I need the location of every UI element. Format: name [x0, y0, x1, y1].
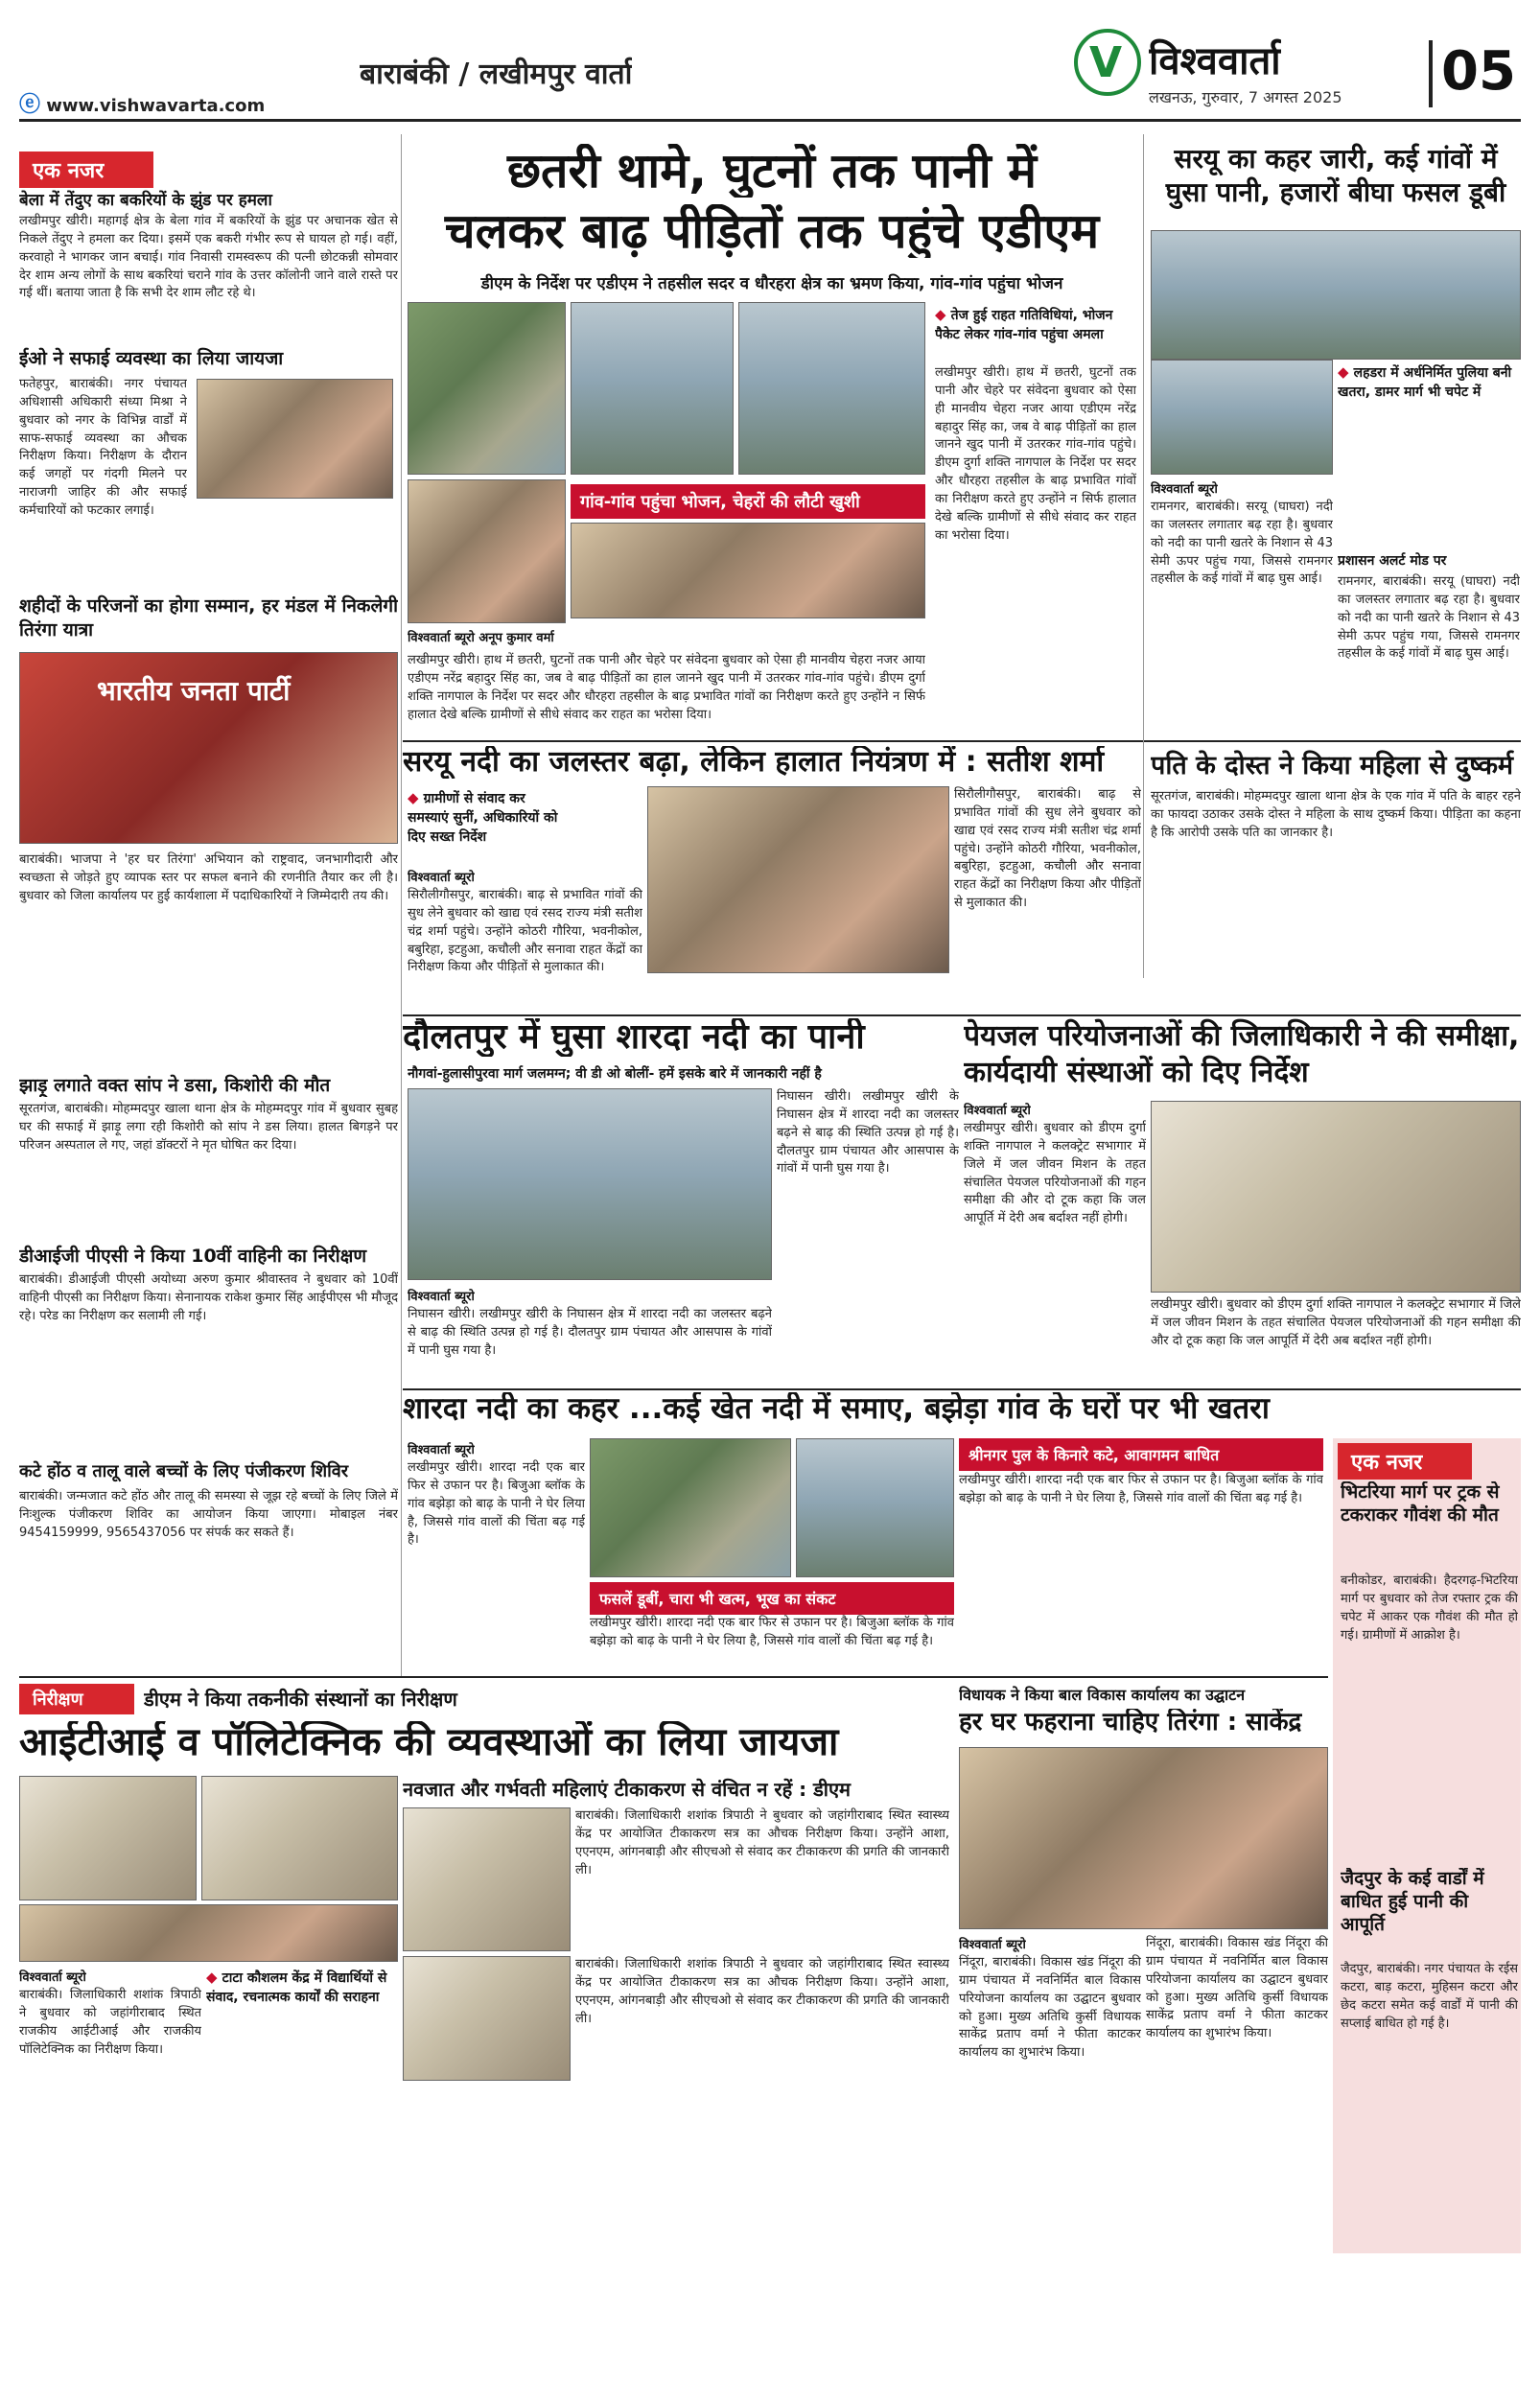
flood-headline: सरयू का कहर जारी, कई गांवों में घुसा पानी, हजारों बीघा फसल डूबी — [1165, 143, 1506, 208]
rule-1 — [403, 740, 1521, 742]
bullet-arrow-icon: ◆ — [1338, 363, 1349, 381]
left-h5: डीआईजी पीएसी ने किया 10वीं वाहिनी का निरीक्षण — [19, 1246, 367, 1267]
page-number: 05 — [1429, 40, 1525, 107]
sharda-caption: फसलें डूबीं, चारा भी खत्म, भूख का संकट — [590, 1582, 954, 1615]
tiranga-body-2: निंदूरा, बाराबंकी। विकास खंड निंदूरा की ग्राम पंचायत में नवनिर्मित बाल विकास परियोजना कार्यालय का उद्घाटन बुधवार को हुआ। मुख्य अतिथि कुर्सी विधायक साकेंद्र प्रताप वर्मा ने फीता काटकर कार्यालय का शुभारंभ किया। — [1146, 1936, 1328, 2041]
sharda-photo-1 — [590, 1438, 791, 1577]
sarayu-bullet — [408, 788, 571, 846]
lead-photo-2 — [571, 302, 734, 475]
right-nazar-h1: भिटरिया मार्ग पर ट्रक से टकराकर गौवंश की मौत — [1341, 1481, 1500, 1526]
daulatpur-deck: नौगवां-हुलासीपुरवा मार्ग जलमग्न; वी डी ओ बोलीं- हमें इसके बारे में जानकारी नहीं है — [408, 1066, 822, 1082]
daulatpur-body-2: निघासन खीरी। लखीमपुर खीरी के निघासन क्षेत्र में शारदा नदी का जलस्तर बढ़ने से बाढ़ की स्थिति उत्पन्न हो गई है। दौलतपुर ग्राम पंचायत और आसपास के गांवों में पानी घुस गया है। — [777, 1089, 959, 1177]
right-nazar-p2: जैदपुर, बाराबंकी। नगर पंचायत के रईस कटरा, बाड़ कटरा, मुहिसन कटरा और छेद कटरा समेत कई वार्डों में पानी की सप्लाई बाधित हो गई है। — [1341, 1962, 1518, 2031]
flood-bullet-text: लहडरा में अर्धनिर्मित पुलिया बनी खतरा, डामर मार्ग भी चपेट में — [1338, 365, 1512, 400]
peyjal-body-2: लखीमपुर खीरी। बुधवार को डीएम दुर्गा शक्ति नागपाल ने कलक्ट्रेट सभागार में जिले में जल जीवन मिशन के तहत संचालित पेयजल परियोजनाओं की गहन समीक्षा की और दो टूक कहा कि जल आपूर्ति में देरी अब बर्दाश्त नहीं होगी। — [1151, 1297, 1521, 1348]
lead-photo-4 — [408, 479, 566, 623]
lead-bullet-text: तेज हुई राहत गतिविधियां, भोजन पैकेट लेकर गांव-गांव पहुंचा अमला — [935, 308, 1113, 342]
left-h2: ईओ ने सफाई व्यवस्था का लिया जायजा — [19, 348, 284, 369]
iti-kicker: डीएम ने किया तकनीकी संस्थानों का निरीक्षण — [144, 1688, 457, 1711]
flood-body-2: रामनगर, बाराबंकी। सरयू (घाघरा) नदी का जलस्तर लगातार बढ़ रहा है। बुधवार को नदी का पानी खतरे के निशान से 43 सेमी ऊपर पहुंच गया, जिससे रामनगर तहसील के कई गांवों में बाढ़ घुस आई। — [1338, 574, 1520, 662]
dushkarm-headline: पति के दोस्त ने किया महिला से दुष्कर्म — [1151, 751, 1514, 781]
website-url[interactable] — [19, 88, 265, 118]
sarayu-body-2: सिरौलीगौसपुर, बाराबंकी। बाढ़ से प्रभावित गांवों की सुध लेने बुधवार को खाद्य एवं रसद राज्य मंत्री सतीश चंद्र शर्मा पहुंचे। उन्होंने कोठरी गौरिया, भवनीकोल, बबुरिहा, इटहुआ, कचौली और सनावा राहत केंद्रों का निरीक्षण किया और पीड़ितों से मुलाकात की। — [954, 787, 1141, 911]
sharda-photo-2 — [796, 1438, 954, 1577]
iti-photo-2 — [201, 1776, 398, 1900]
iti-photo-3 — [19, 1904, 398, 1962]
left-p6: बाराबंकी। जन्मजात कटे होंठ और तालू की समस्या से जूझ रहे बच्चों के लिए जिले में निःशुल्क पंजीकरण शिविर का आयोजन किया जाएगा। मोबाइल नंबर 9454159999, 9565437056 पर संपर्क कर सकते हैं। — [19, 1489, 398, 1540]
masthead-rule — [19, 119, 1521, 122]
tika-body-2: बाराबंकी। जिलाधिकारी शशांक त्रिपाठी ने बुधवार को जहांगीराबाद स्थित स्वास्थ्य केंद्र पर आयोजित टीकाकरण सत्र का औचक निरीक्षण किया। उन्होंने आशा, एएनएम, आंगनबाड़ी और सीएचओ से संवाद कर टीकाकरण की प्रगति की जानकारी ली। — [575, 1957, 949, 2026]
flood-bullet — [1338, 362, 1520, 401]
lead-caption: गांव-गांव पहुंचा भोजन, चेहरों की लौटी खुशी — [571, 484, 925, 519]
left-p4: सूरतगंज, बाराबंकी। मोहम्मदपुर खाला थाना क्षेत्र के मोहम्मदपुर गांव में बुधवार सुबह घर की सफाई में झाड़ू लगा रही किशोरी को सांप ने डस लिया। हालत बिगड़ने पर परिजन अस्पताल ले गए, जहां डॉक्टरों ने मृत घोषित कर दिया। — [19, 1102, 398, 1153]
iti-headline: आईटीआई व पॉलिटेक्निक की व्यवस्थाओं का लिया जायजा — [19, 1721, 839, 1764]
iti-body: बाराबंकी। जिलाधिकारी शशांक त्रिपाठी ने बुधवार को जहांगीराबाद स्थित राजकीय आईटीआई और राजकीय पॉलिटेक्निक का निरीक्षण किया। — [19, 1988, 201, 2057]
sarayu-photo — [647, 786, 949, 973]
rule-4 — [19, 1676, 1328, 1678]
right-col-divider — [1143, 134, 1144, 978]
section-title: बाराबंकी / लखीमपुर वार्ता — [360, 58, 633, 91]
left-p3: बाराबंकी। भाजपा ने 'हर घर तिरंगा' अभियान को राष्ट्रवाद, जनभागीदारी और स्वच्छता से जोड़ते हुए व्यापक स्तर पर सफल बनाने की रणनीति तैयार कर ली है। बुधवार को जिला कार्यालय पर हुई कार्यशाला में पदाधिकारियों ने जिम्मेदारी तय की। — [19, 852, 398, 903]
paper-logo — [1074, 29, 1141, 96]
flood-body: रामनगर, बाराबंकी। सरयू (घाघरा) नदी का जलस्तर लगातार बढ़ रहा है। बुधवार को नदी का पानी खतरे के निशान से 43 सेमी ऊपर पहुंच गया, जिससे रामनगर तहसील के कई गांवों में बाढ़ घुस आई। — [1151, 500, 1333, 587]
dushkarm-body: सूरतगंज, बाराबंकी। मोहम्मदपुर खाला थाना क्षेत्र के एक गांव में पति के बाहर रहने का फायदा उठाकर उसके दोस्त ने महिला के साथ दुष्कर्म किया। पीड़िता का कहना है कि आरोपी उसके पति का जानकार है। — [1151, 789, 1521, 840]
left-p5: बाराबंकी। डीआईजी पीएसी अयोध्या अरुण कुमार श्रीवास्तव ने बुधवार को 10वीं वाहिनी पीएसी का निरीक्षण किया। सेनानायक राकेश कुमार सिंह आईपीएस भी मौजूद रहे। परेड का निरीक्षण कर सलामी ली गई। — [19, 1272, 398, 1323]
iti-photo-1 — [19, 1776, 197, 1900]
tiranga-photo — [959, 1747, 1328, 1929]
lead-body: लखीमपुर खीरी। हाथ में छतरी, घुटनों तक पानी और चेहरे पर संवेदना बुधवार को ऐसा ही मानवीय चेहरा नजर आया एडीएम नरेंद्र बहादुर सिंह का, जब वे बाढ़ पीड़ितों का हाल जानने खुद पानी में उतरकर गांव-गांव पहुंचे। डीएम दुर्गा शक्ति नागपाल के निर्देश पर सदर और धौरहरा तहसील के बाढ़ प्रभावित गांवों का निरीक्षण करते हुए उन्होंने न सिर्फ हालात देखे बल्कि ग्रामीणों से सीधे संवाद कर राहत का भरोसा दिया। — [408, 653, 925, 722]
site-text: www.vishwavarta.com — [46, 96, 266, 116]
sharda-body: लखीमपुर खीरी। शारदा नदी एक बार फिर से उफान पर है। बिजुआ ब्लॉक के गांव बझेड़ा को बाढ़ के पानी ने घेर लिया है, जिससे गांव वालों की चिंता बढ़ गई है। — [408, 1460, 585, 1548]
nirikshan-tag: निरीक्षण — [19, 1684, 134, 1714]
lead-headline-2: चलकर बाढ़ पीड़ितों तक पहुंचे एडीएम — [444, 204, 1100, 258]
tika-body: बाराबंकी। जिलाधिकारी शशांक त्रिपाठी ने बुधवार को जहांगीराबाद स्थित स्वास्थ्य केंद्र पर आयोजित टीकाकरण सत्र का औचक निरीक्षण किया। उन्होंने आशा, एएनएम, आंगनबाड़ी और सीएचओ से संवाद कर टीकाकरण की प्रगति की जानकारी ली। — [575, 1808, 949, 1877]
left-h3: शहीदों के परिजनों का होगा सम्मान, हर मंडल में निकलेगी तिरंगा यात्रा — [19, 595, 398, 641]
tiranga-headline: हर घर फहराना चाहिए तिरंगा : साकेंद्र — [959, 1709, 1302, 1737]
iti-bullet — [206, 1968, 398, 2006]
left-p2: फतेहपुर, बाराबंकी। नगर पंचायत अधिशासी अधिकारी संध्या मिश्रा ने बुधवार को नगर के विभिन्न वार्डों में साफ-सफाई व्यवस्था का औचक निरीक्षण किया। निरीक्षण के दौरान कई जगहों पर गंदगी मिलने पर नाराजगी जाहिर की और सफाई कर्मचारियों को फटकार लगाई। — [19, 377, 187, 518]
lead-byline: विश्ववार्ता ब्यूरो अनूप कुमार वर्मा — [408, 631, 554, 645]
sharda-body-3: लखीमपुर खीरी। शारदा नदी एक बार फिर से उफान पर है। बिजुआ ब्लॉक के गांव बझेड़ा को बाढ़ के पानी ने घेर लिया है, जिससे गांव वालों की चिंता बढ़ गई है। — [959, 1473, 1323, 1505]
right-ek-nazar-tag: एक नजर — [1338, 1443, 1472, 1480]
lead-headline-1: छतरी थामे, घुटनों तक पानी में — [506, 144, 1038, 198]
lead-deck: डीएम के निर्देश पर एडीएम ने तहसील सदर व धौरहरा क्षेत्र का भ्रमण किया, गांव-गांव पहुंचा भोजन — [480, 274, 1063, 293]
sarayu-headline: सरयू नदी का जलस्तर बढ़ा, लेकिन हालात नियंत्रण में : सतीश शर्मा — [403, 746, 1105, 779]
sarayu-byline: विश्ववार्ता ब्यूरो — [408, 871, 475, 885]
left-photo-bjp — [19, 652, 398, 844]
tika-photo-1 — [403, 1807, 571, 1951]
bullet-arrow-icon: ◆ — [935, 306, 946, 323]
daulatpur-byline: विश्ववार्ता ब्यूरो — [408, 1290, 475, 1304]
rule-2 — [403, 1014, 1521, 1016]
flood-photo-2 — [1151, 360, 1333, 475]
tika-headline: नवजात और गर्भवती महिलाएं टीकाकरण से वंचित न रहें : डीएम — [403, 1778, 852, 1801]
sarayu-body: सिरौलीगौसपुर, बाराबंकी। बाढ़ से प्रभावित गांवों की सुध लेने बुधवार को खाद्य एवं रसद राज्य मंत्री सतीश चंद्र शर्मा पहुंचे। उन्होंने कोठरी गौरिया, भवनीकोल, बबुरिहा, इटहुआ, कचौली और सनावा राहत केंद्रों का निरीक्षण किया और पीड़ितों से मुलाकात की। — [408, 888, 642, 975]
peyjal-body: लखीमपुर खीरी। बुधवार को डीएम दुर्गा शक्ति नागपाल ने कलक्ट्रेट सभागार में जिले में जल जीवन मिशन के तहत संचालित पेयजल परियोजनाओं की गहन समीक्षा की और दो टूक कहा कि जल आपूर्ति में देरी अब बर्दाश्त नहीं होगी। — [964, 1121, 1146, 1226]
tiranga-body: निंदूरा, बाराबंकी। विकास खंड निंदूरा की ग्राम पंचायत में नवनिर्मित बाल विकास परियोजना कार्यालय का उद्घाटन बुधवार को हुआ। मुख्य अतिथि कुर्सी विधायक साकेंद्र प्रताप वर्मा ने फीता काटकर कार्यालय का शुभारंभ किया। — [959, 1955, 1141, 2061]
lead-bullet — [935, 305, 1136, 343]
right-nazar-p1: बनीकोडर, बाराबंकी। हैदरगढ़-भिटरिया मार्ग पर बुधवार को तेज रफ्तार ट्रक की चपेट में आकर एक गौवंश की मौत हो गई। ग्रामीणों में आक्रोश है। — [1341, 1573, 1518, 1643]
left-photo-cleaning — [197, 379, 393, 499]
left-h1: बेला में तेंदुए का बकरियों के झुंड पर हमला — [19, 191, 272, 210]
bullet-arrow-icon: ◆ — [206, 1969, 218, 1986]
iti-bullet-text: टाटा कौशलम केंद्र में विद्यार्थियों से संवाद, रचनात्मक कार्यों की सराहना — [206, 1970, 387, 2005]
sharda-sub2: श्रीनगर पुल के किनारे कटे, आवागमन बाधित — [959, 1438, 1323, 1471]
peyjal-headline: पेयजल परियोजनाओं की जिलाधिकारी ने की समीक्षा, कार्यदायी संस्थाओं को दिए निर्देश — [964, 1019, 1520, 1089]
left-col-divider — [401, 134, 402, 1678]
daulatpur-body: निघासन खीरी। लखीमपुर खीरी के निघासन क्षेत्र में शारदा नदी का जलस्तर बढ़ने से बाढ़ की स्थिति उत्पन्न हो गई है। दौलतपुर ग्राम पंचायत और आसपास के गांवों में पानी घुस गया है। — [408, 1307, 772, 1358]
paper-name: विश्ववार्ता — [1149, 39, 1281, 83]
bullet-arrow-icon: ◆ — [408, 789, 419, 806]
left-p1: लखीमपुर खीरी। महागई क्षेत्र के बेला गांव में बकरियों के झुंड पर अचानक खेत से निकले तेंदुए ने हमला कर दिया। इसमें एक बकरी गंभीर रूप से घायल हो गई। वहीं, करवाहो ने भागकर जान बचाई। गांव निवासी रामस्वरूप की पत्नी छोटकन्नी सोमवार देर शाम अन्य लोगों के साथ बकरियां चराने गांव के उत्तर कॉलोनी जाने वाले रास्ते पर गई थीं। बताया जाता है कि सभी देर शाम लौट रहे थे। — [19, 214, 398, 301]
left-h4: झाड़ू लगाते वक्त सांप ने डसा, किशोरी की मौत — [19, 1075, 331, 1096]
daulatpur-photo — [408, 1088, 772, 1280]
browser-e-icon: ⓔ — [19, 93, 41, 117]
flood-byline: विश्ववार्ता ब्यूरो — [1151, 482, 1218, 497]
left-h6: कटे होंठ व तालू वाले बच्चों के लिए पंजीकरण शिविर — [19, 1461, 349, 1481]
tika-photo-2 — [403, 1956, 571, 2081]
tiranga-kicker: विधायक ने किया बाल विकास कार्यालय का उद्घाटन — [959, 1686, 1246, 1704]
lead-photo-5 — [571, 523, 925, 618]
sharda-headline: शारदा नदी का कहर ...कई खेत नदी में समाए, बझेड़ा गांव के घरों पर भी खतरा — [403, 1392, 1270, 1426]
tiranga-byline: विश्ववार्ता ब्यूरो — [959, 1938, 1026, 1952]
ek-nazar-tag: एक नजर — [19, 152, 153, 188]
logo-v-icon: V — [1089, 38, 1123, 87]
daulatpur-headline: दौलतपुर में घुसा शारदा नदी का पानी — [403, 1018, 865, 1057]
right-nazar-h2: जैदपुर के कई वार्डों में बाधित हुई पानी की आपूर्ति — [1341, 1868, 1484, 1935]
lead-body-right: लखीमपुर खीरी। हाथ में छतरी, घुटनों तक पानी और चेहरे पर संवेदना बुधवार को ऐसा ही मानवीय चेहरा नजर आया एडीएम नरेंद्र बहादुर सिंह का, जब वे बाढ़ पीड़ितों का हाल जानने खुद पानी में उतरकर गांव-गांव पहुंचे। डीएम दुर्गा शक्ति नागपाल के निर्देश पर सदर और धौरहरा तहसील के बाढ़ प्रभावित गांवों का निरीक्षण करते हुए उन्होंने न सिर्फ हालात देखे बल्कि ग्रामीणों से सीधे संवाद कर राहत का भरोसा दिया। — [935, 365, 1136, 543]
peyjal-photo — [1151, 1101, 1521, 1293]
peyjal-byline: विश्ववार्ता ब्यूरो — [964, 1104, 1031, 1118]
flood-photo-1 — [1151, 230, 1521, 360]
lead-photo-1 — [408, 302, 566, 475]
lead-photo-3 — [738, 302, 925, 475]
iti-byline: विश्ववार्ता ब्यूरो — [19, 1970, 86, 1985]
bjp-banner-text: भारतीय जनता पार्टी — [97, 675, 291, 707]
flood-sub: प्रशासन अलर्ट मोड पर — [1338, 553, 1447, 569]
sharda-byline: विश्ववार्ता ब्यूरो — [408, 1443, 475, 1457]
sharda-body-2: लखीमपुर खीरी। शारदा नदी एक बार फिर से उफान पर है। बिजुआ ब्लॉक के गांव बझेड़ा को बाढ़ के पानी ने घेर लिया है, जिससे गांव वालों की चिंता बढ़ गई है। — [590, 1616, 954, 1648]
sarayu-bullet-text: ग्रामीणों से संवाद कर समस्याएं सुनीं, अधिकारियों को दिए सख्त निर्देश — [408, 791, 558, 845]
dateline: लखनऊ, गुरुवार, 7 अगस्त 2025 — [1149, 88, 1342, 106]
rule-3 — [403, 1388, 1521, 1390]
